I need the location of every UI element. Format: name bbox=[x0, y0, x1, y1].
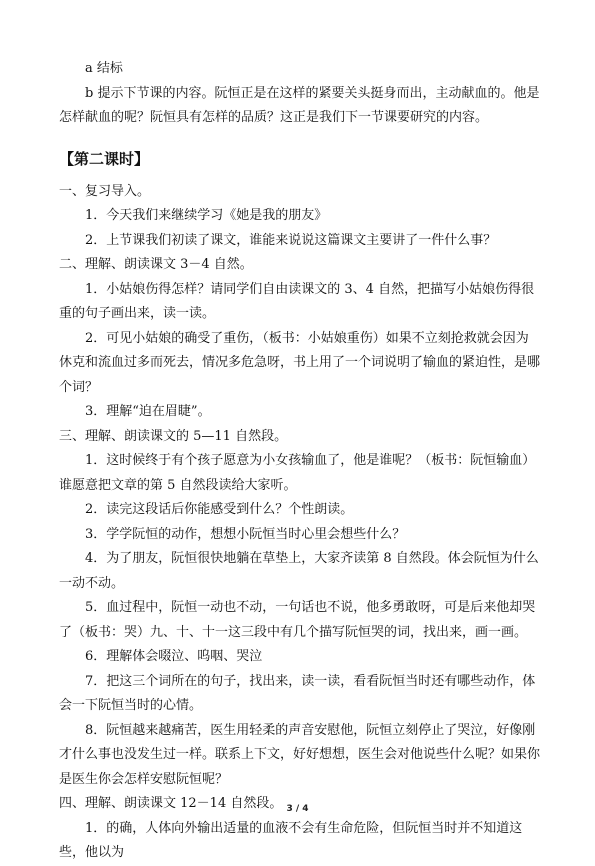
list-item: 2．可见小姑娘的确受了重伤，（板书：小姑娘重伤）如果不立刻抢救就会因为休克和流血过多而死去，情况多危急呀，书上用了一个词说明了输血的紧迫性，是哪个词？ bbox=[59, 330, 541, 395]
lesson-body bbox=[59, 180, 541, 866]
list-item: 3．理解“迫在眉睫”。 bbox=[85, 404, 211, 419]
section-heading: 二、理解、朗读课文 3－4 自然。 bbox=[59, 257, 253, 272]
list-item: 2．读完这段话后你能感受到什么？个性朗读。 bbox=[85, 502, 354, 517]
page-number: 3 / 4 bbox=[286, 804, 309, 814]
section-heading: 三、理解、朗读课文的 5—11 自然段。 bbox=[59, 428, 288, 444]
list-item: 5．血过程中，阮恒一动也不动，一句话也不说，他多勇敢呀，可是后来他却哭了（板书：哭）九、十、十一这三段中有几个描写阮恒哭的词，找出来，画一画。 bbox=[59, 600, 536, 640]
list-item: 1．这时候终于有个孩子愿意为小女孩输血了，他是谁呢？（板书：阮恒输血）谁愿意把文章的第 5 自然段读给大家听。 bbox=[59, 453, 536, 493]
list-item: 7．把这三个词所在的句子，找出来，读一读，看看阮恒当时还有哪些动作，体会一下阮恒当时的心情。 bbox=[59, 673, 536, 713]
list-item: 6．理解体会啜泣、呜咽、哭泣 bbox=[85, 649, 263, 664]
list-item: 4．为了朋友，阮恒很快地躺在草垫上，大家齐读第 8 自然段。体会阮恒为什么一动不动。 bbox=[59, 551, 539, 591]
list-item: 8．阮恒越来越痛苦，医生用轻柔的声音安慰他，阮恒立刻停止了哭泣，好像刚才什么事也没发生过一样。联系上下文，好好想想，医生会对他说些什么呢？如果你是医生你会怎样安慰阮恒呢？ bbox=[59, 722, 541, 787]
list-item: 3．学学阮恒的动作，想想小阮恒当时心里会想些什么？ bbox=[85, 526, 406, 542]
page-content bbox=[59, 57, 541, 866]
section-heading: 四、理解、朗读课文 12－14 自然段。 bbox=[59, 796, 283, 811]
paragraph-b: b 提示下节课的内容。阮恒正是在这样的紧要关头挺身而出，主动献血的。他是怎样献血的呢？阮恒具有怎样的品质？这正是我们下一节课要研究的内容。 bbox=[59, 85, 540, 125]
list-item: 2．上节课我们初读了课文，谁能来说说这篇课文主要讲了一件什么事？ bbox=[85, 232, 497, 248]
list-item: 1．今天我们来继续学习《她是我的朋友》 bbox=[85, 208, 328, 223]
list-item: 1．小姑娘伤得怎样？请同学们自由读课文的 3、4 自然，把描写小姑娘伤得很重的句子画出来，读一读。 bbox=[59, 281, 535, 321]
section-title: 【第二课时】 bbox=[59, 149, 150, 168]
section-heading: 一、复习导入。 bbox=[59, 183, 151, 199]
list-item: 1．的确，人体向外输出适量的血液不会有生命危险，但阮恒当时并不知道这些，他以为 bbox=[59, 820, 523, 860]
paragraph-a: a 结标 bbox=[85, 61, 123, 76]
